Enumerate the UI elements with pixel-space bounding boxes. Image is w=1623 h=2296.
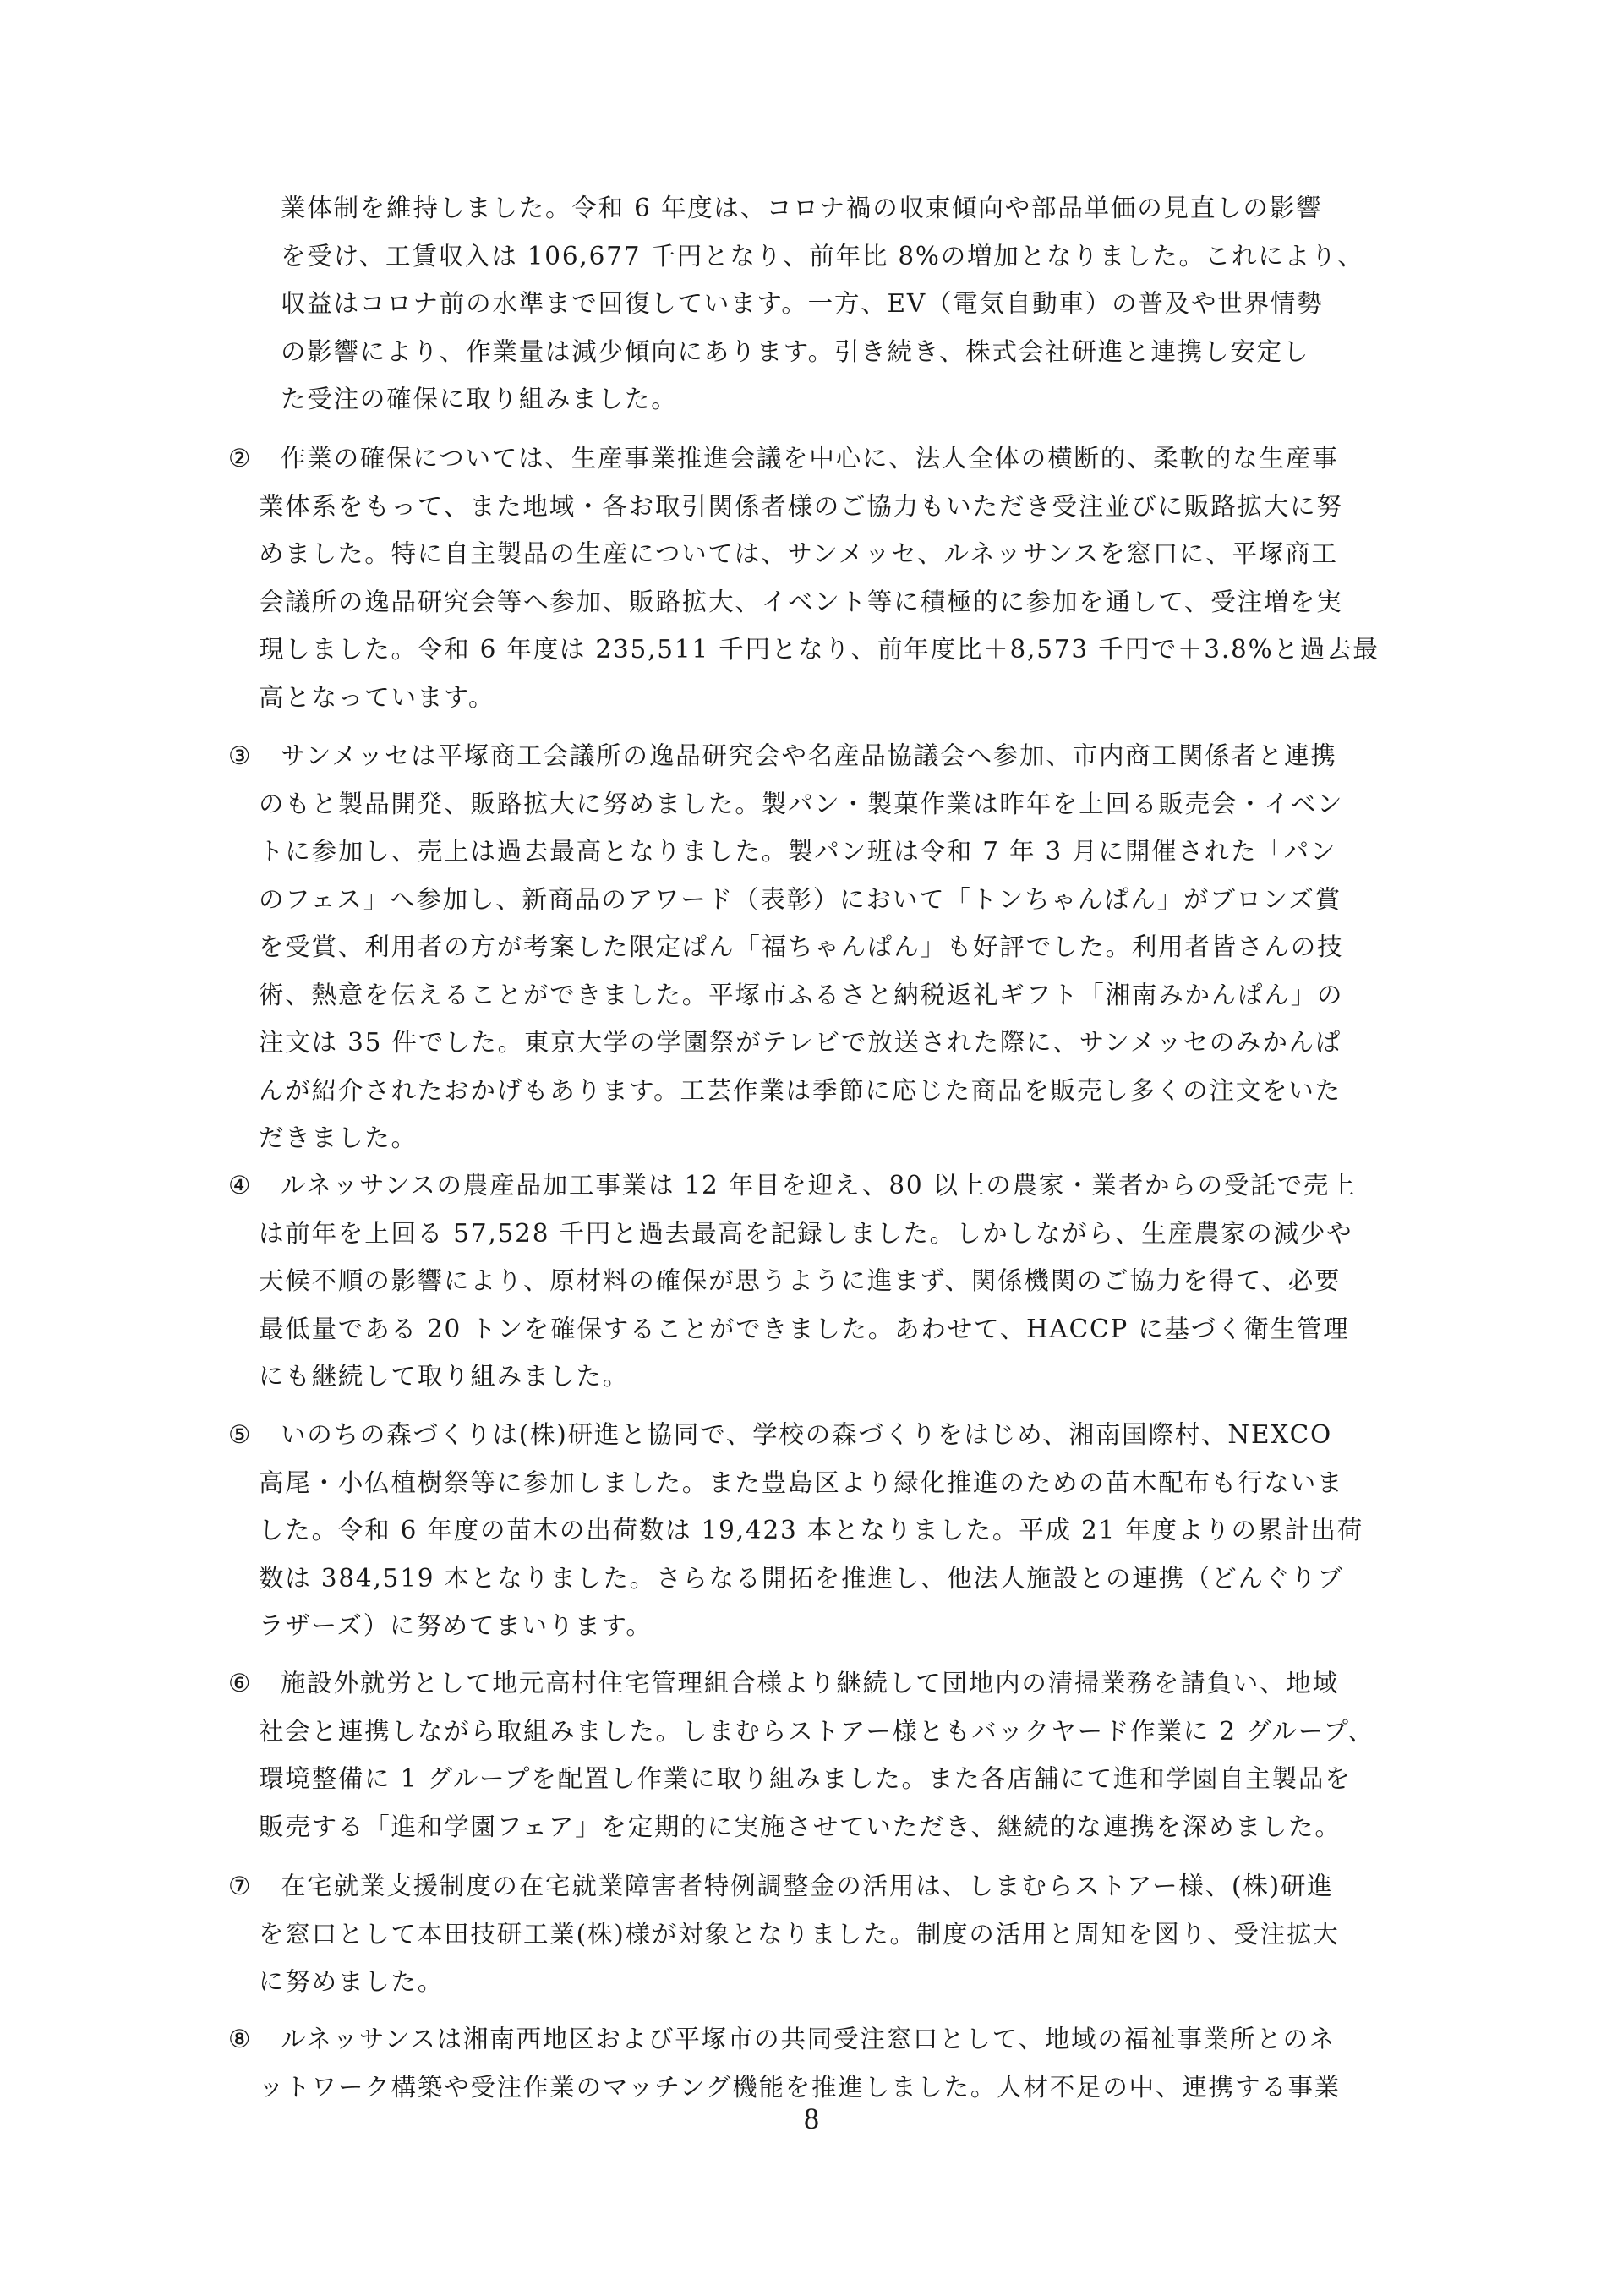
text-line: に努めました。 (259, 1967, 445, 1996)
paragraph-item-4 (228, 1162, 1439, 1401)
text-line: 数は 384,519 本となりました。さらなる開拓を推進し、他法人施設との連携（どんぐりブ (259, 1563, 1344, 1593)
paragraph-item-5 (228, 1411, 1439, 1650)
item-marker: ⑧ (228, 2025, 253, 2053)
text-line: 業体制を維持しました。令和 6 年度は、コロナ禍の収束傾向や部品単価の見直しの影響 (281, 194, 1323, 222)
text-line: 収益はコロナ前の水準まで回復しています。一方、EV（電気自動車）の普及や世界情勢 (281, 289, 1324, 318)
text-line: を受賞、利用者の方が考案した限定ぱん「福ちゃんぱん」も好評でした。利用者皆さんの技 (259, 932, 1344, 961)
item-marker: ③ (228, 741, 253, 770)
item-marker: ④ (228, 1171, 253, 1200)
text-line: めました。特に自主製品の生産については、サンメッセ、ルネッサンスを窓口に、平塚商工 (259, 539, 1338, 568)
text-line: 注文は 35 件でした。東京大学の学園祭がテレビで放送された際に、サンメッセのみかんぱ (259, 1028, 1342, 1057)
item-marker: ⑦ (228, 1872, 253, 1900)
text-line: 社会と連携しながら取組みました。しまむらストアー様ともバックヤード作業に 2 グループ、 (259, 1716, 1374, 1746)
text-line: 術、熱意を伝えることができました。平塚市ふるさと納税返礼ギフト「湘南みかんぱん」の (259, 980, 1344, 1009)
text-line: のもと製品開発、販路拡大に努めました。製パン・製菓作業は昨年を上回る販売会・イベン (259, 789, 1344, 818)
text-line: ットワーク構築や受注作業のマッチング機能を推進しました。人材不足の中、連携する事業 (259, 2072, 1342, 2102)
text-line: 業体系をもって、また地域・各お取引関係者様のご協力もいただき受注並びに販路拡大に努 (259, 491, 1343, 521)
item-marker: ② (228, 444, 253, 473)
text-line: を窓口として本田技研工業(株)様が対象となりました。制度の活用と周知を図り、受注拡大 (259, 1919, 1340, 1949)
text-line: 作業の確保については、生産事業推進会議を中心に、法人全体の横断的、柔軟的な生産事 (281, 444, 1339, 473)
text-line: ルネッサンスの農産品加工事業は 12 年目を迎え、80 以上の農家・業者からの受託で売上 (281, 1171, 1357, 1200)
item-marker: ⑤ (228, 1420, 253, 1449)
text-line: は前年を上回る 57,528 千円と過去最高を記録しました。しかしながら、生産農家の減少や (259, 1218, 1353, 1248)
text-line: 環境整備に 1 グループを配置し作業に取り組みました。また各店舗にて進和学園自主製品を (259, 1764, 1352, 1793)
text-line: した。令和 6 年度の苗木の出荷数は 19,423 本となりました。平成 21 年度よりの累計出荷 (259, 1516, 1363, 1544)
text-line: だきました。 (259, 1123, 418, 1152)
text-line: 現しました。令和 6 年度は 235,511 千円となり、前年度比＋8,573 千円で＋3.8%と過去最 (259, 635, 1380, 664)
text-line: いのちの森づくりは(株)研進と協同で、学校の森づくりをはじめ、湘南国際村、NEXCO (281, 1420, 1332, 1449)
paragraph-item-2 (228, 435, 1439, 721)
text-line: 販売する「進和学園フェア」を定期的に実施させていただき、継続的な連携を深めました。 (259, 1812, 1342, 1841)
text-line: にも継続して取り組みました。 (259, 1362, 630, 1391)
paragraph-item-7 (228, 1862, 1439, 2006)
text-line: ラザーズ）に努めてまいります。 (259, 1611, 653, 1640)
text-line: 会議所の逸品研究会等へ参加、販路拡大、イベント等に積極的に参加を通して、受注増を実 (259, 587, 1343, 616)
text-line: サンメッセは平塚商工会議所の逸品研究会や名産品協議会へ参加、市内商工関係者と連携 (281, 741, 1337, 770)
paragraph-continuation (228, 184, 1439, 424)
text-line: トに参加し、売上は過去最高となりました。製パン班は令和 7 年 3 月に開催された「パン (259, 837, 1337, 866)
text-line: ルネッサンスは湘南西地区および平塚市の共同受注窓口として、地域の福祉事業所とのネ (281, 2025, 1336, 2053)
text-line: 天候不順の影響により、原材料の確保が思うように進まず、関係機関のご協力を得て、必要 (259, 1266, 1342, 1295)
item-marker: ⑥ (228, 1669, 253, 1697)
text-line: た受注の確保に取り組みました。 (281, 385, 678, 413)
text-line: 高尾・小仏植樹祭等に参加しました。また豊島区より緑化推進のための苗木配布も行ないま (259, 1468, 1344, 1497)
paragraph-item-8 (228, 2015, 1439, 2111)
paragraph-item-3 (228, 732, 1439, 1162)
text-line: 在宅就業支援制度の在宅就業障害者特例調整金の活用は、しまむらストアー様、(株)研進 (281, 1872, 1334, 1900)
text-line: 施設外就労として地元高村住宅管理組合様より継続して団地内の清掃業務を請負い、地域 (281, 1669, 1339, 1697)
page-number: 8 (804, 2102, 819, 2135)
text-line: を受け、工賃収入は 106,677 千円となり、前年比 8%の増加となりました。これにより、 (281, 241, 1364, 271)
text-line: のフェス」へ参加し、新商品のアワード（表彰）において「トンちゃんぱん」がブロンズ賞 (259, 884, 1342, 914)
text-line: の影響により、作業量は減少傾向にあります。引き続き、株式会社研進と連携し安定し (281, 336, 1310, 366)
text-line: 高となっています。 (259, 682, 495, 712)
paragraph-item-6 (228, 1659, 1439, 1850)
text-line: んが紹介されたおかげもあります。工芸作業は季節に応じた商品を販売し多くの注文をいた (259, 1075, 1342, 1105)
text-line: 最低量である 20 トンを確保することができました。あわせて、HACCP に基づく衛生管理 (259, 1314, 1350, 1343)
